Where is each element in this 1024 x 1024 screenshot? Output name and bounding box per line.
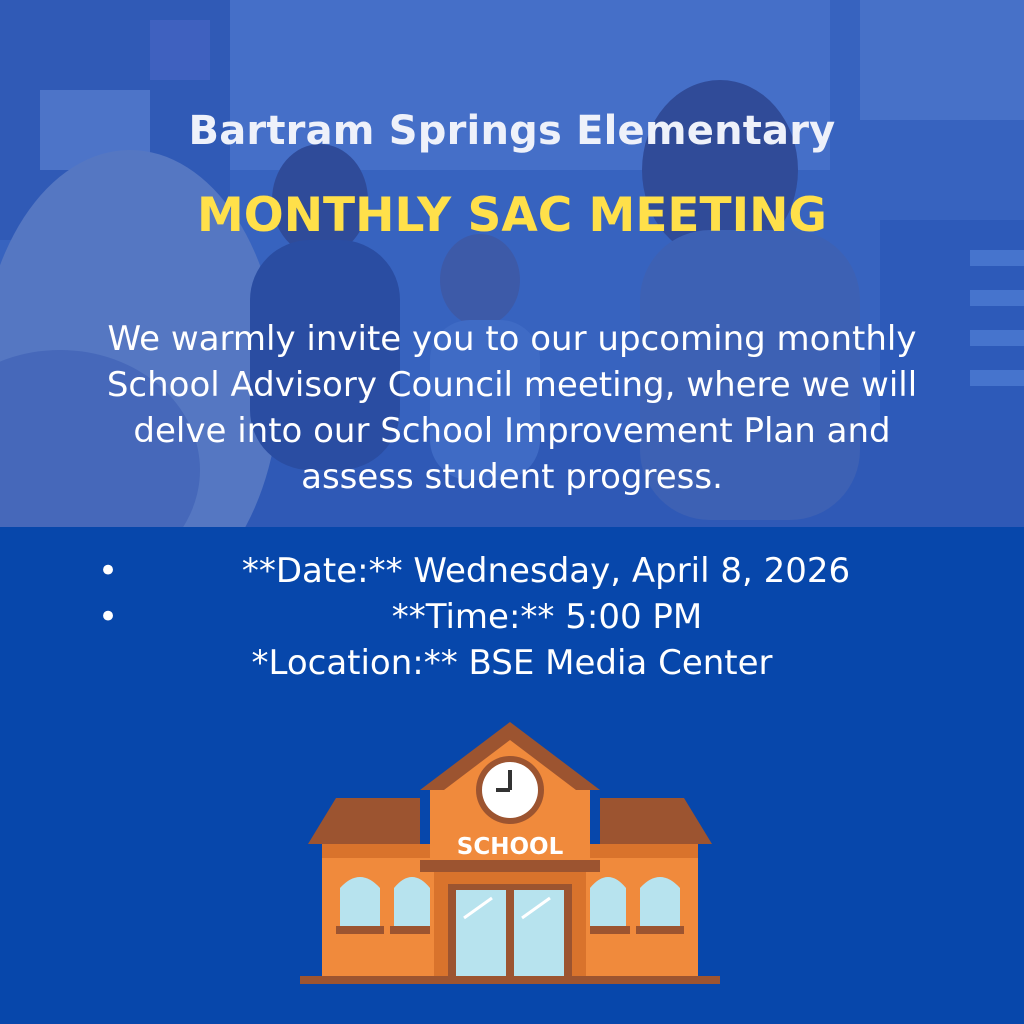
invitation-text: We warmly invite you to our upcoming monthly School Advisory Council meeting, where we will delve into our School Improvement Plan and assess student progress. bbox=[106, 319, 918, 497]
location-text: *Location:** BSE Media Center bbox=[251, 643, 773, 683]
bullet-point: • bbox=[98, 551, 119, 591]
meeting-details bbox=[0, 548, 1024, 686]
school-building-icon bbox=[300, 718, 720, 984]
bullet-point: • bbox=[98, 597, 119, 637]
meeting-title: MONTHLY SAC MEETING bbox=[196, 188, 827, 243]
detail-date bbox=[0, 548, 1024, 594]
school-name: Bartram Springs Elementary bbox=[188, 108, 836, 154]
date-text: **Date:** Wednesday, April 8, 2026 bbox=[241, 551, 851, 591]
time-text: **Time:** 5:00 PM bbox=[391, 597, 703, 637]
school-sign-text: SCHOOL bbox=[456, 834, 564, 860]
detail-location bbox=[0, 640, 1024, 686]
detail-time bbox=[0, 594, 1024, 640]
